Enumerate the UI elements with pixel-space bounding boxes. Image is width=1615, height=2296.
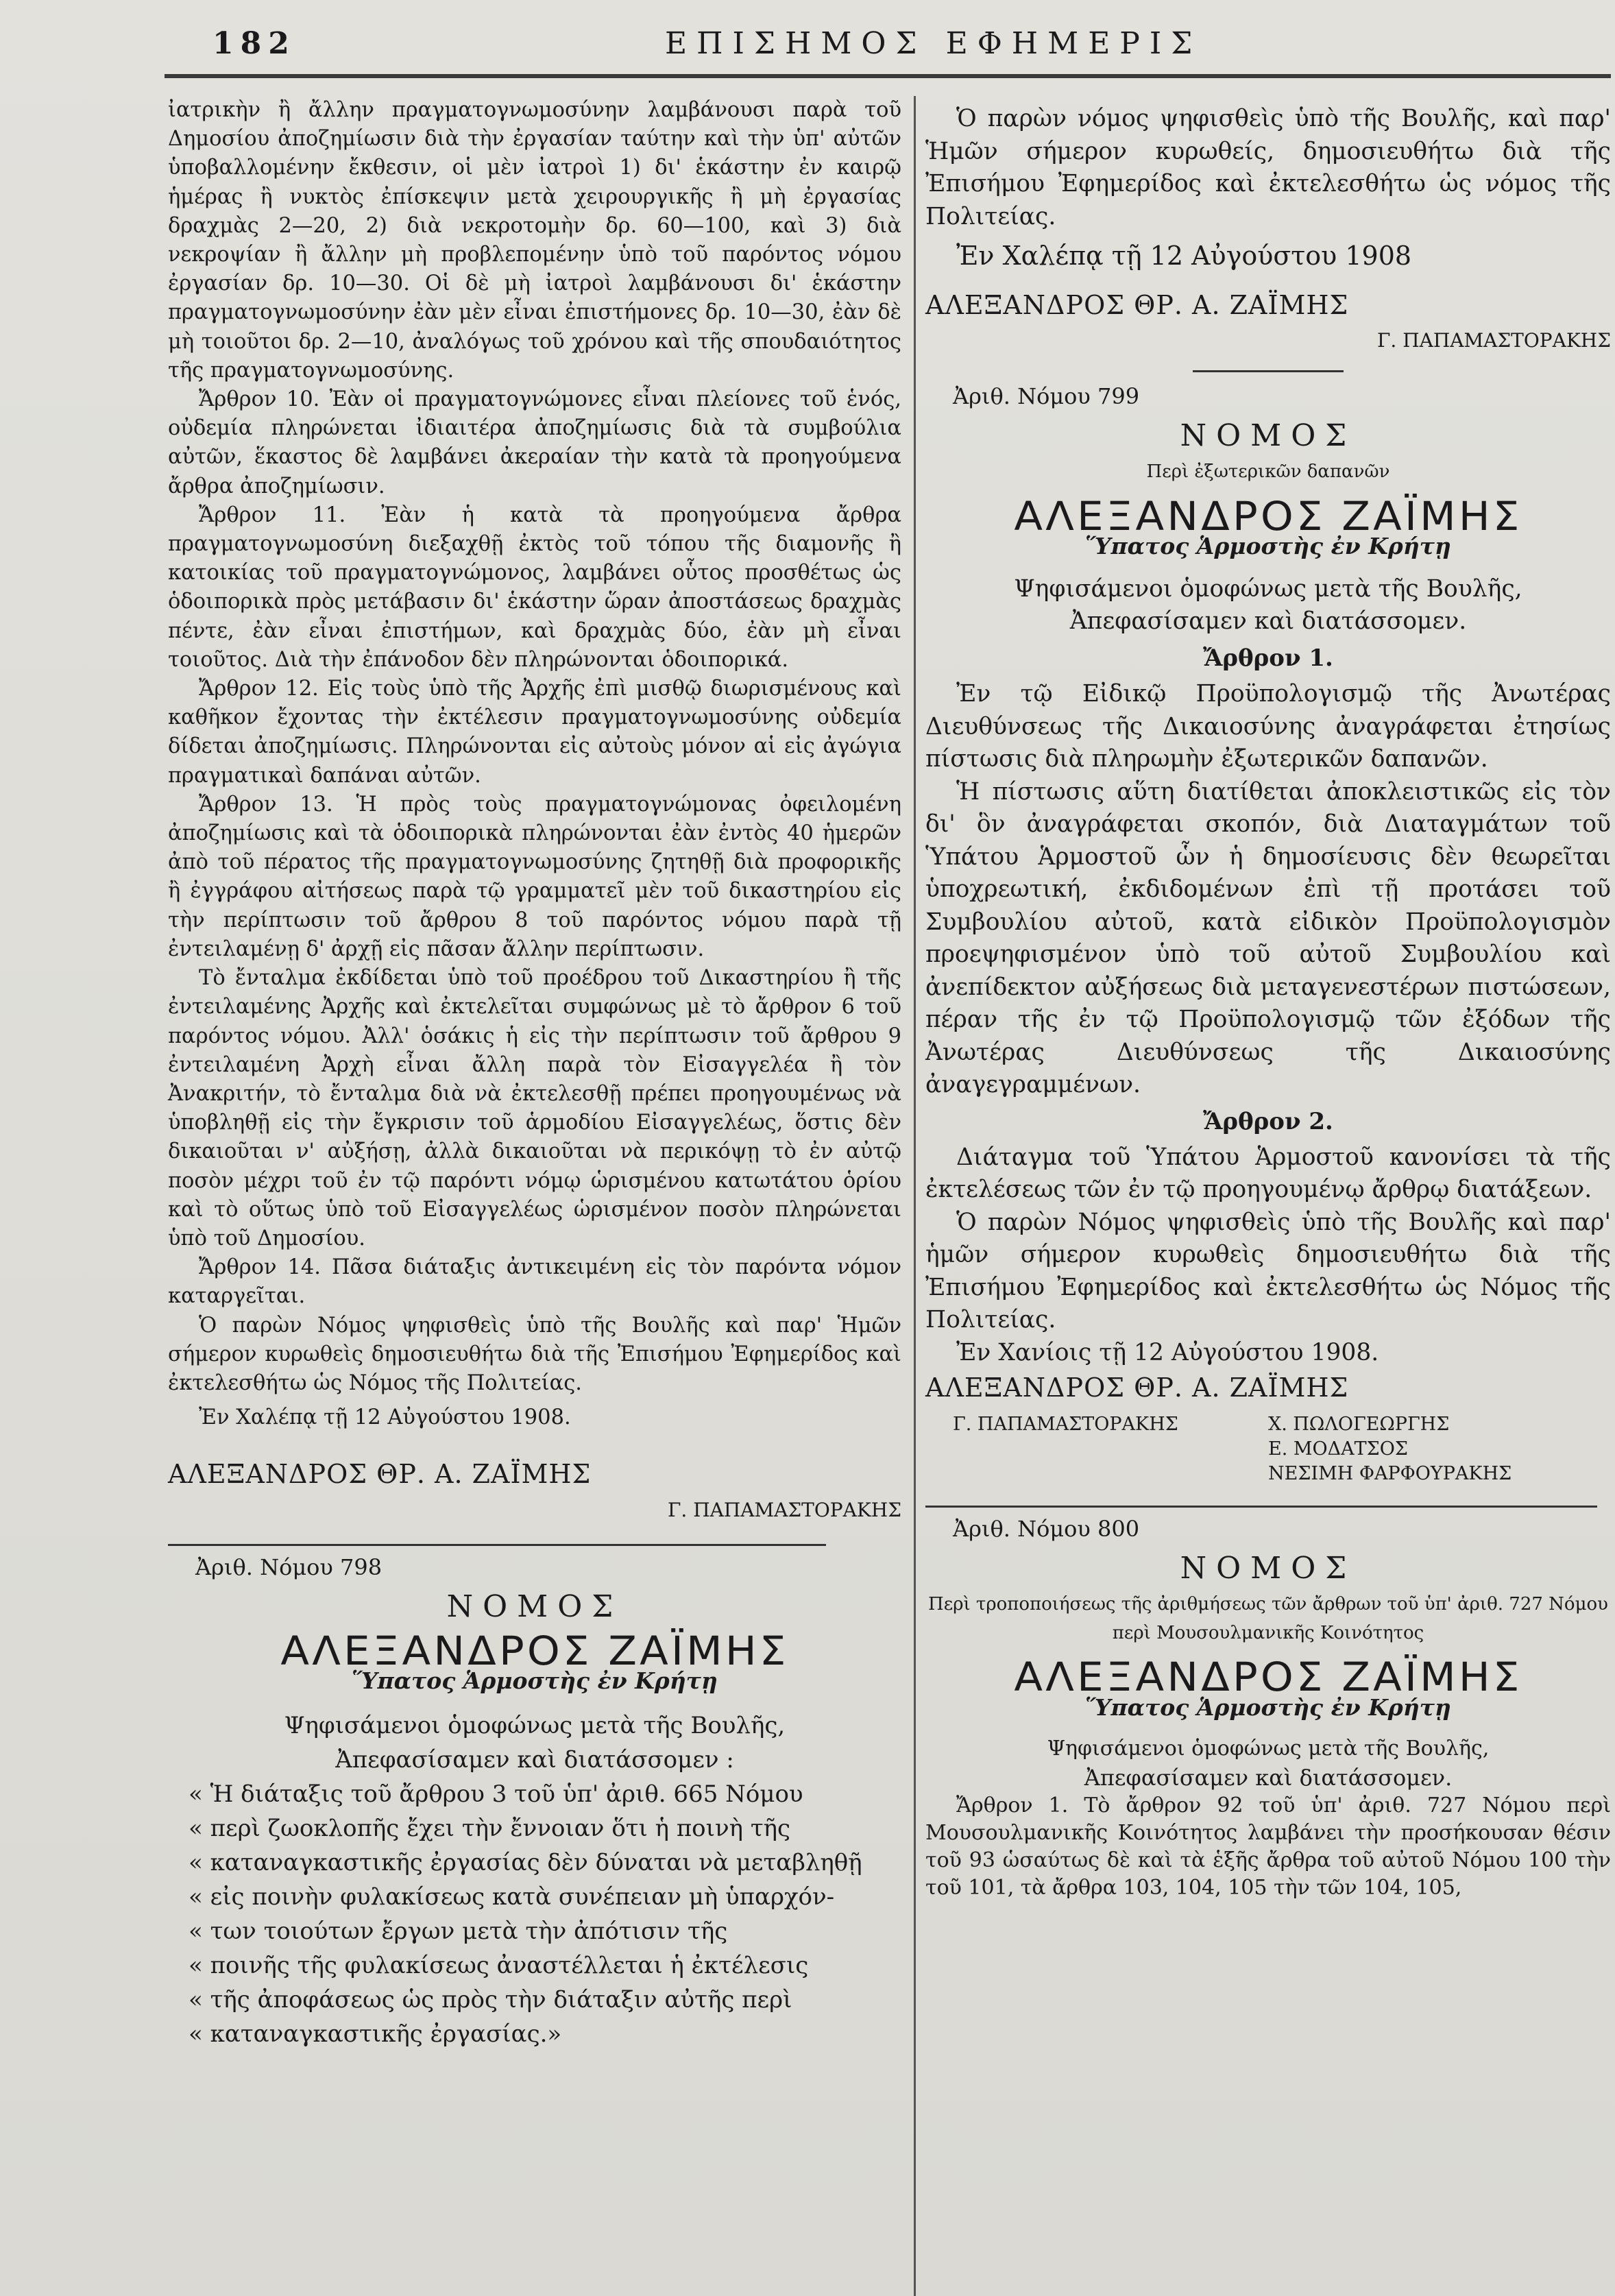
paragraph: Τὸ ἔνταλμα ἐκδίδεται ὑπὸ τοῦ προέδρου τοῦ Δικαστηρίου ἢ τῆς ἐντειλαμένης Ἀρχῆς καὶ ἐκτελεῖται συμφώνως μὲ τὸ ἄρθρον 6 τοῦ παρόντος νόμου. Ἀλλ' ὁσάκις ἡ εἰς τὴν περίπτωσιν τοῦ ἄρθρου 9 ἐντειλαμένη Ἀρχὴ εἶναι ἄλλη παρὰ τὸν Εἰσαγγελέα ἢ τὸν Ἀνακριτήν, τὸ ἔνταλμα διὰ νὰ ἐκτελεσθῇ πρέπει προηγουμένως νὰ ὑποβληθῇ εἰς τὴν ἔγκρισιν τοῦ ἁρμοδίου Εἰσαγγελέως, ὅστις δὲν δικαιοῦται ν' αὐξήσῃ, ἀλλὰ δικαιοῦται νὰ περικόψῃ τὸ ἐν αὐτῷ ποσὸν μέχρι τοῦ ἐν τῷ παρόντι νόμῳ ὡρισμένου κατωτάτου ὁρίου καὶ τὸ οὕτως ὑπὸ τοῦ Εἰσαγγελέως ὡρισμένον ποσὸν πληρώνεται ὑπὸ τοῦ Δημοσίου.: [168, 966, 901, 1250]
enactment-formula: Ψηφισάμενοι ὁμοφώνως μετὰ τῆς Βουλῆς,: [284, 1711, 786, 1739]
quoted-provision: [168, 1777, 901, 2051]
left-column: [168, 96, 901, 2051]
promulgation-clause: Ὁ παρὼν Νόμος ψηφισθεὶς ὑπὸ τῆς Βουλῆς καὶ παρ' ἡμῶν σήμερον κυρωθεὶς δημοσιευθήτω διὰ τῆς Ἐπισήμου Ἐφημερίδος καὶ ἐκτελεσθήτω ὡς Νόμος τῆς Πολιτείας.: [925, 1208, 1611, 1334]
law-heading: ΝΟΜΟΣ: [1180, 1550, 1357, 1586]
signatory: Γ. ΠΑΠΑΜΑΣΤΟΡΑΚΗΣ: [953, 1413, 1178, 1435]
article-heading: Ἄρθρον 2.: [1203, 1107, 1333, 1135]
quoted-line: « τῆς ἀποφάσεως ὡς πρὸς τὴν διάταξιν αὐτῆς περὶ: [189, 1985, 792, 2014]
signatory: Χ. ΠΩΛΟΓΕΩΡΓΗΣ: [1268, 1413, 1450, 1435]
enactment-formula: Ἀπεφασίσαμεν καὶ διατάσσομεν.: [1069, 607, 1467, 636]
issuer-title: Ὕπατος Ἁρμοστὴς ἐν Κρήτῃ: [352, 1667, 718, 1695]
article-1-text: Ἄρθρον 1. Τὸ ἄρθρον 92 τοῦ ὑπ' ἀριθ. 727 Νόμου περὶ Μουσουλμανικῆς Κοινότητος λαμβάνει τὴν προσήκουσαν θέσιν τοῦ 93 ὡσαύτως δὲ καὶ τὰ ἑξῆς ἄρθρα τοῦ αὐτοῦ Νόμου 100 τὴν τοῦ 101, τὰ ἄρθρα 103, 104, 105 τὴν τῶν 104, 105,: [925, 1793, 1611, 1900]
article-11: Ἄρθρον 11. Ἐὰν ἡ κατὰ τὰ προηγούμενα ἄρθρα πραγματογνωμοσύνη διεξαχθῇ ἐκτὸς τοῦ τόπου τῆς διαμονῆς ἢ κατοικίας τοῦ πραγματογνώμονος, λαμβάνει οὗτος προσθέτως ὡς ὁδοιπορικὰ πρὸς μετάβασιν δι' ἑκάστην ὥραν ἀποστάσεως δραχμὰς πέντε, ἐὰν εἶναι ἐπιστήμων, καὶ δραχμὰς δύο, ἐὰν μὴ εἶναι τοιοῦτος. Διὰ τὴν ἐπάνοδον δὲν πληρώνονται ὁδοιπορικά.: [168, 503, 901, 672]
signature-high-commissioner: ΑΛΕΞΑΝΔΡΟΣ ΘΡ. Α. ΖΑΪΜΗΣ: [925, 289, 1349, 320]
signature-high-commissioner: ΑΛΕΞΑΝΔΡΟΣ ΘΡ. Α. ΖΑΪΜΗΣ: [168, 1459, 592, 1490]
column-divider: [914, 96, 916, 2296]
promulgation-clause: Ὁ παρὼν νόμος ψηφισθεὶς ὑπὸ τῆς Βουλῆς, καὶ παρ' Ἡμῶν σήμερον κυρωθείς, δημοσιευθήτω διὰ τῆς Ἐπισήμου Ἐφημερίδος καὶ ἐκτελεσθήτω ὡς νόμος τῆς Πολιτείας.: [925, 105, 1611, 230]
law-subtitle: Περὶ ἐξωτερικῶν δαπανῶν: [1146, 461, 1390, 483]
signatory: Ε. ΜΟΔΑΤΣΟΣ: [1268, 1438, 1408, 1460]
quoted-line: « καταναγκαστικῆς ἐργασίας δὲν δύναται νὰ μεταβληθῇ: [189, 1848, 862, 1876]
quoted-line: « εἰς ποινὴν φυλακίσεως κατὰ συνέπειαν μὴ ὑπαρχόν-: [189, 1883, 835, 1911]
issuer-title: Ὕπατος Ἁρμοστὴς ἐν Κρήτῃ: [1085, 532, 1451, 559]
place-date: Ἐν Χαλέπᾳ τῇ 12 Αὐγούστου 1908: [956, 241, 1412, 271]
section-separator: [1193, 370, 1344, 372]
right-column: [925, 103, 1611, 1902]
law-subtitle: Περὶ τροποποιήσεως τῆς ἀριθμήσεως τῶν ἄρθρων τοῦ ὑπ' ἀριθ. 727 Νόμου περὶ Μουσουλμανικῆς Κοινότητος: [928, 1593, 1608, 1644]
enactment-formula: Ἀπεφασίσαμεν καὶ διατάσσομεν :: [335, 1745, 734, 1774]
article-1-text: Ἐν τῷ Εἰδικῷ Προϋπολογισμῷ τῆς Ἀνωτέρας Διευθύνσεως τῆς Δικαιοσύνης ἀναγράφεται ἐτησίως πίστωσις διὰ πληρωμὴν ἐξωτερικῶν δαπανῶν.: [925, 680, 1611, 773]
header-rule: [165, 74, 1611, 78]
quoted-line: « ποινῆς τῆς φυλακίσεως ἀναστέλλεται ἡ ἐκτέλεσις: [189, 1951, 809, 1979]
issuer-name: ΑΛΕΞΑΝΔΡΟΣ ΖΑΪΜΗΣ: [280, 1628, 789, 1675]
signature-minister: Γ. ΠΑΠΑΜΑΣΤΟΡΑΚΗΣ: [1376, 328, 1611, 352]
promulgation-clause: Ὁ παρὼν Νόμος ψηφισθεὶς ὑπὸ τῆς Βουλῆς καὶ παρ' Ἡμῶν σήμερον κυρωθεὶς δημοσιευθήτω διὰ τῆς Ἐπισήμου Ἐφημερίδος καὶ ἐκτελεσθήτω ὡς Νόμος τῆς Πολιτείας.: [168, 1313, 901, 1395]
law-number: Ἀριθ. Νόμου 800: [953, 1515, 1140, 1542]
page-number: 182: [212, 26, 296, 61]
law-heading: ΝΟΜΟΣ: [446, 1588, 623, 1624]
article-1-text: Ἡ πίστωσις αὕτη διατίθεται ἀποκλειστικῶς εἰς τὸν δι' ὃν ἀναγράφεται σκοπόν, διὰ Διαταγμάτων τοῦ Ὑπάτου Ἁρμοστοῦ ὧν ἡ δημοσίευσις δὲν θεωρεῖται ὑποχρεωτική, ἐκδιδομένων ἐπὶ τῇ προτάσει τοῦ Συμβουλίου αὐτοῦ, κατὰ εἰδικὸν Προϋπολογισμὸν προεψηφισμένον ὑπὸ τοῦ αὐτοῦ Συμβουλίου καὶ ἀνεπίδεκτον αὐξήσεως διὰ μεταγενεστέρων πιστώσεων, πέραν τῆς ἐν τῷ Προϋπολογισμῷ τῶν ἐξόδων τῆς Ἀνωτέρας Διευθύνσεως τῆς Δικαιοσύνης ἀναγεγραμμένων.: [925, 777, 1611, 1099]
section-separator: [168, 1544, 826, 1546]
signature-high-commissioner: ΑΛΕΞΑΝΔΡΟΣ ΘΡ. Α. ΖΑΪΜΗΣ: [925, 1373, 1349, 1403]
article-13: Ἄρθρον 13. Ἡ πρὸς τοὺς πραγματογνώμονας ὀφειλομένη ἀποζημίωσις καὶ τὰ ὁδοιπορικὰ πληρώνονται ἐὰν ἐντὸς 40 ἡμερῶν ἀπὸ τοῦ πέρατος τῆς πραγματογνωμοσύνης ζητηθῇ διὰ προφορικῆς ἢ ἐγγράφου αἰτήσεως παρὰ τῷ γραμματεῖ μὲν τοῦ δικαστηρίου εἰς τὴν περίπτωσιν τοῦ ἄρθρου 8 τοῦ παρόντος νόμου παρὰ τῇ ἐντειλαμένῃ δ' ἀρχῇ εἰς πᾶσαν ἄλλην περίπτωσιν.: [168, 792, 901, 961]
enactment-formula: Ψηφισάμενοι ὁμοφώνως μετὰ τῆς Βουλῆς,: [1047, 1736, 1490, 1761]
signature-minister: Γ. ΠΑΠΑΜΑΣΤΟΡΑΚΗΣ: [667, 1498, 901, 1521]
issuer-title: Ὕπατος Ἁρμοστὴς ἐν Κρήτῃ: [1085, 1693, 1451, 1721]
article-14: Ἄρθρον 14. Πᾶσα διάταξις ἀντικειμένη εἰς τὸν παρόντα νόμον καταργεῖται.: [168, 1255, 901, 1309]
law-number: Ἀριθ. Νόμου 798: [195, 1554, 382, 1580]
quoted-line: « περὶ ζωοκλοπῆς ἔχει τὴν ἔννοιαν ὅτι ἡ ποινὴ τῆς: [189, 1814, 791, 1842]
section-separator: [925, 1506, 1597, 1508]
signatory: ΝΕΣΙΜΗ ΦΑΡΦΟΥΡΑΚΗΣ: [1268, 1462, 1512, 1484]
signatories: [925, 1412, 1611, 1486]
law-number: Ἀριθ. Νόμου 799: [953, 383, 1140, 409]
paragraph: ἰατρικὴν ἢ ἄλλην πραγματογνωμοσύνην λαμβάνουσι παρὰ τοῦ Δημοσίου ἀποζημίωσιν διὰ τὴν ἐργασίαν ταύτην καὶ τὴν ὑπ' αὐτῶν ὑποβαλλομένην ἔκθεσιν, οἱ μὲν ἰατροὶ 1) δι' ἑκάστην ἐν καιρῷ ἡμέρας ἢ νυκτὸς ἐπίσκεψιν μετὰ χειρουργικῆς ἢ μὴ ἐργασίας δραχμὰς 2—20, 2) διὰ νεκροτομὴν δρ. 60—100, καὶ 3) διὰ νεκροψίαν ἢ ἄλλην μὴ προβλεπομένην ὑπὸ τοῦ παρόντος νόμου ἐργασίαν δρ. 10—30. Οἱ δὲ μὴ ἰατροὶ λαμβάνουσι δι' ἑκάστην πραγματογνωμοσύνην ἐὰν μὲν εἶναι ἐπιστήμονες δρ. 10—30, ἐὰν δὲ μὴ τοιοῦτοι δρ. 2—10, ἀναλόγως τοῦ χρόνου καὶ τῆς σπουδαιότητος τῆς πραγματογνωμοσύνης.: [168, 98, 901, 383]
issuer-name: ΑΛΕΞΑΝΔΡΟΣ ΖΑΪΜΗΣ: [1014, 492, 1522, 540]
place-date: Ἐν Χαλέπᾳ τῇ 12 Αὐγούστου 1908.: [199, 1405, 571, 1430]
article-10: Ἄρθρον 10. Ἐὰν οἱ πραγματογνώμονες εἶναι πλείονες τοῦ ἑνός, οὐδεμία πληρώνεται ἰδιαιτέρα ἀποζημίωσις διὰ τὰ συμβούλια αὐτῶν, ἕκαστος δὲ λαμβάνει ἀκεραίαν τὴν κατὰ τὰ προηγούμενα ἄρθρα ἀποζημίωσιν.: [168, 387, 901, 498]
enactment-formula: Ἀπεφασίσαμεν καὶ διατάσσομεν.: [1084, 1764, 1453, 1791]
article-2-text: Διάταγμα τοῦ Ὑπάτου Ἁρμοστοῦ κανονίσει τὰ τῆς ἐκτελέσεως τῶν ἐν τῷ προηγουμένῳ ἄρθρῳ διατάξεων.: [925, 1143, 1611, 1204]
law-heading: ΝΟΜΟΣ: [1180, 418, 1357, 454]
quoted-line: « των τοιούτων ἔργων μετὰ τὴν ἀπότισιν τῆς: [189, 1917, 728, 1945]
page-header: [212, 26, 1556, 67]
quoted-line: « καταναγκαστικῆς ἐργασίας.»: [189, 2020, 562, 2048]
quoted-line: « Ἡ διάταξις τοῦ ἄρθρου 3 τοῦ ὑπ' ἀριθ. 665 Νόμου: [189, 1780, 803, 1808]
place-date: Ἐν Χανίοις τῇ 12 Αὐγούστου 1908.: [956, 1338, 1379, 1366]
issuer-name: ΑΛΕΞΑΝΔΡΟΣ ΖΑΪΜΗΣ: [1014, 1654, 1522, 1701]
enactment-formula: Ψηφισάμενοι ὁμοφώνως μετὰ τῆς Βουλῆς,: [1014, 575, 1522, 603]
signatory-list: [1268, 1412, 1611, 1486]
article-12: Ἄρθρον 12. Εἰς τοὺς ὑπὸ τῆς Ἀρχῆς ἐπὶ μισθῷ διωρισμένους καὶ καθῆκον ἔχοντας τὴν ἐκτέλεσιν πραγματογνωμοσύνης οὐδεμία δίδεται ἀποζημίωσις. Πληρώνονται εἰς αὐτοὺς μόνον αἱ εἰς ἀγώγια πραγματικαὶ δαπάναι αὐτῶν.: [168, 677, 901, 788]
journal-title: ΕΠΙΣΗΜΟΣ ΕΦΗΜΕΡΙΣ: [665, 26, 1202, 61]
article-heading: Ἄρθρον 1.: [1203, 644, 1333, 672]
